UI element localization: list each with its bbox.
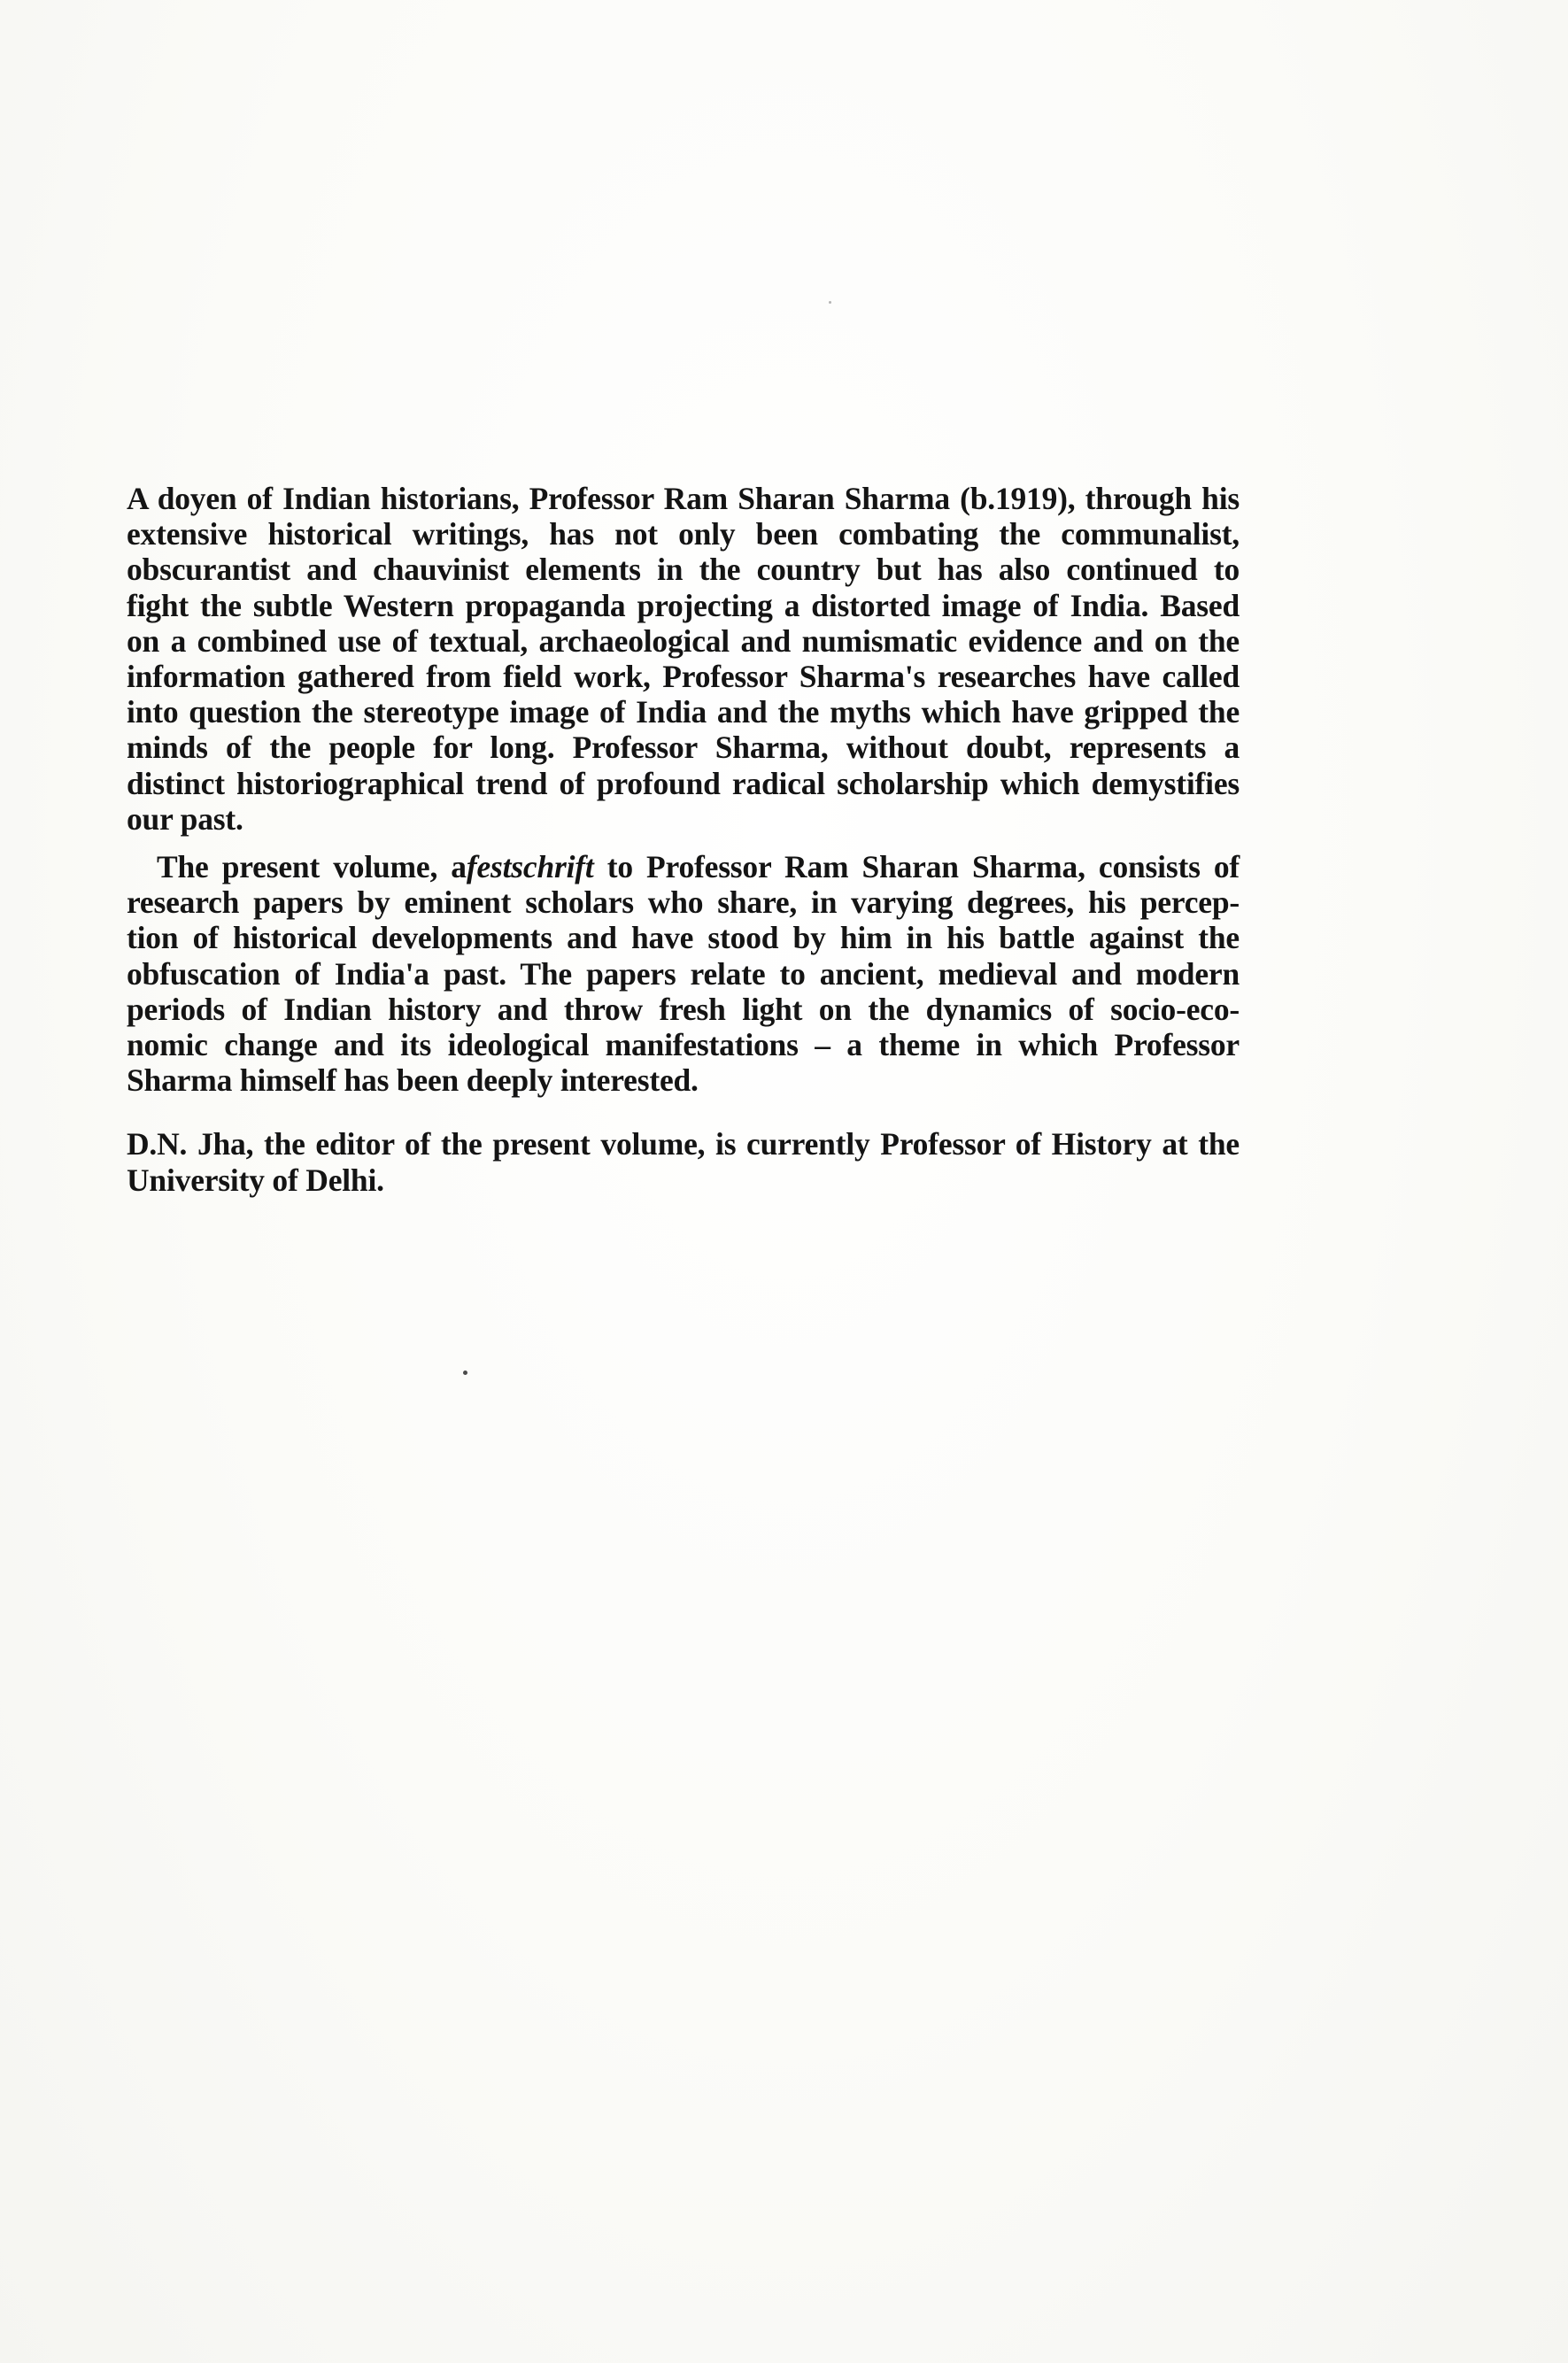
text-line: [127, 849, 1240, 884]
text-line: tion of historical developments and have stood by him in his battle against the: [127, 920, 1240, 956]
text-segment: The present volume, a: [157, 849, 467, 885]
text-line: our past.: [127, 800, 243, 837]
blurb-paragraph-2: [127, 849, 1240, 1098]
text-line: distinct historiographical trend of profound radical scholarship which demystifies: [127, 765, 1240, 801]
scan-speck: [829, 301, 831, 304]
text-line: on a combined use of textual, archaeological and numismatic evidence and on the: [127, 622, 1240, 659]
text-line: into question the stereotype image of India and the myths which have gripped the: [127, 694, 1240, 730]
text-line: information gathered from field work, Professor Sharma's researches have called: [127, 659, 1240, 695]
editor-note: [127, 1126, 1240, 1197]
festschrift-italic: festschrift: [466, 849, 594, 885]
text-line: D.N. Jha, the editor of the present volume, is currently Professor of History at the: [127, 1126, 1240, 1162]
blurb-text-block: [127, 481, 1240, 1198]
text-line: fight the subtle Western propaganda projecting a distorted image of India. Based: [127, 587, 1240, 623]
text-line: periods of Indian history and throw fresh light on the dynamics of socio-eco-: [127, 991, 1240, 1027]
blurb-paragraph-1: [127, 481, 1240, 837]
text-line: University of Delhi.: [127, 1162, 384, 1198]
text-line: extensive historical writings, has not only been combating the communalist,: [127, 516, 1240, 552]
text-line: obfuscation of India'a past. The papers relate to ancient, medieval and modern: [127, 955, 1240, 992]
text-line: Sharma himself has been deeply interested.: [127, 1062, 699, 1099]
text-segment: to Professor Ram Sharan Sharma, consists of: [593, 849, 1240, 885]
text-line: research papers by eminent scholars who share, in varying degrees, his percep-: [127, 884, 1240, 921]
text-line: A doyen of Indian historians, Professor Ram Sharan Sharma (b.1919), through his: [127, 481, 1240, 516]
text-line: nomic change and its ideological manifestations – a theme in which Professor: [127, 1027, 1240, 1063]
text-line: obscurantist and chauvinist elements in the country but has also continued to: [127, 552, 1240, 588]
scan-speck: [463, 1371, 467, 1375]
text-line: minds of the people for long. Professor Sharma, without doubt, represents a: [127, 730, 1240, 766]
